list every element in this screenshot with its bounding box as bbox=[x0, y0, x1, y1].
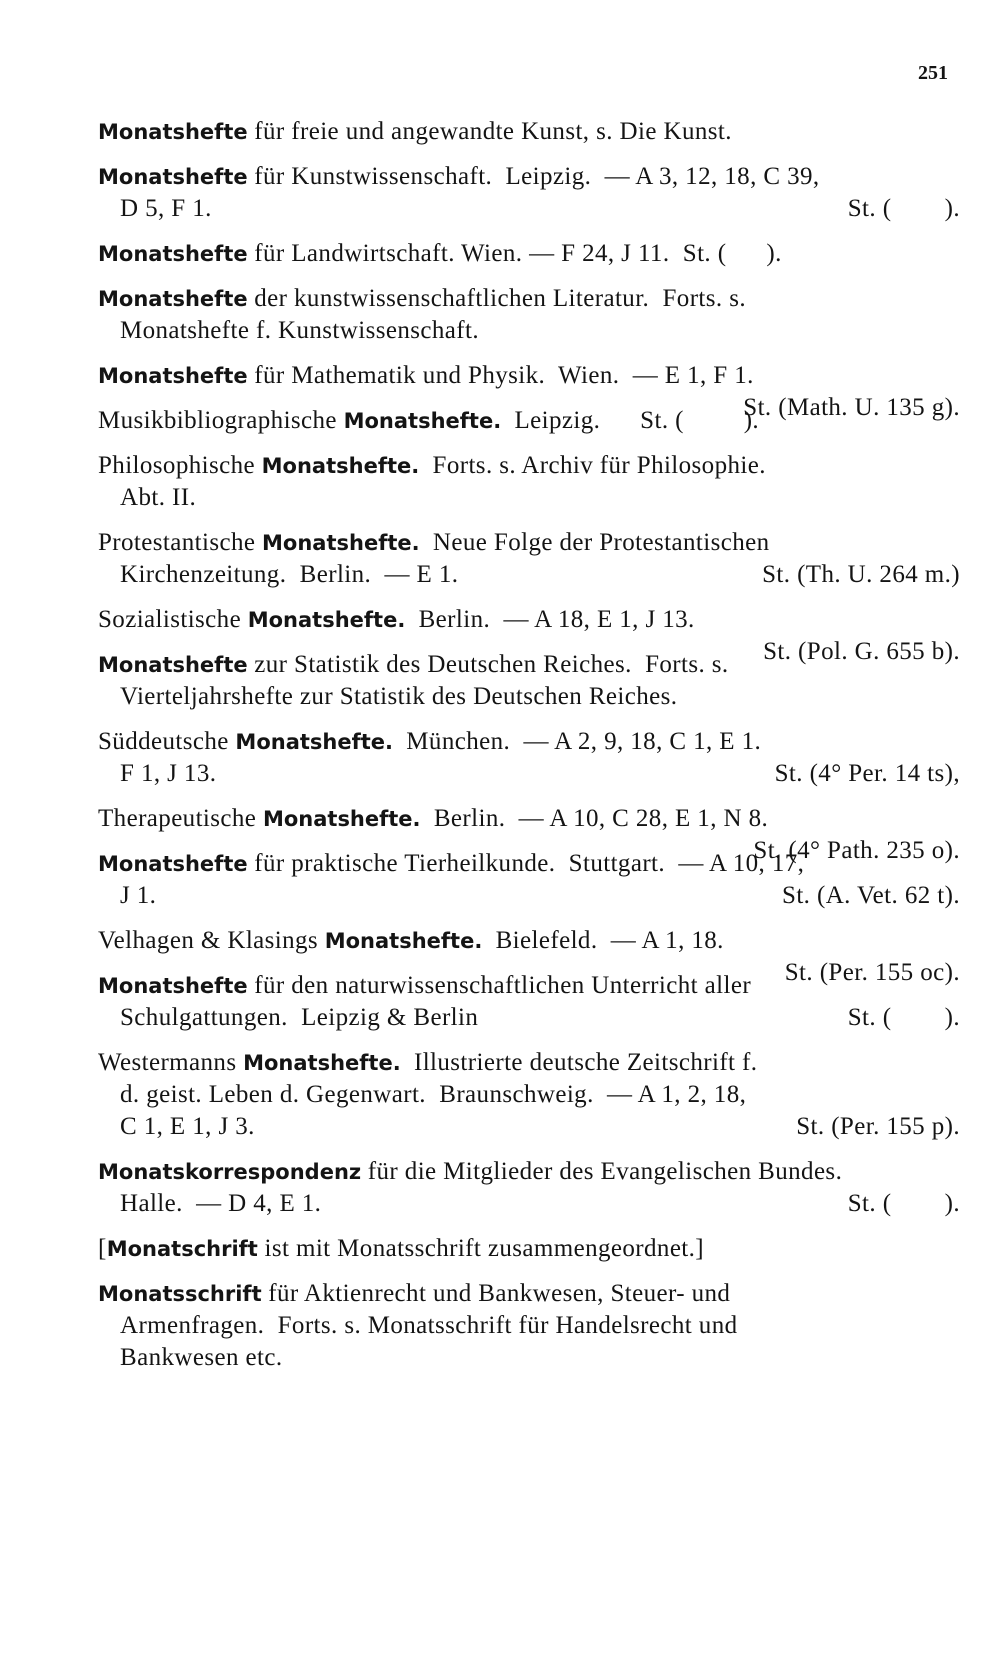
catalog-entry bbox=[98, 238, 960, 270]
entry-text: Berlin. — A 10, C 28, E 1, N 8. bbox=[420, 805, 769, 832]
catalog-entry bbox=[98, 1047, 960, 1143]
catalog-entry bbox=[98, 283, 960, 347]
entry-line-1 bbox=[98, 1156, 960, 1188]
entry-continuation-text: Schulgattungen. Leipzig & Berlin bbox=[120, 1004, 479, 1031]
shelfmark: St. ( ). bbox=[847, 1190, 960, 1217]
entry-heading: Monatshefte bbox=[98, 287, 248, 311]
shelfmark: St. (Per. 155 oc). bbox=[784, 959, 960, 986]
page-number: 251 bbox=[918, 62, 948, 84]
entry-continuation-text: C 1, E 1, J 3. bbox=[120, 1113, 255, 1140]
entry-prefix: [ bbox=[98, 1235, 107, 1262]
catalog-entry bbox=[98, 1278, 960, 1374]
entry-prefix: Therapeutische bbox=[98, 805, 263, 832]
entry-heading: Monatskorrespondenz bbox=[98, 1160, 362, 1184]
entry-text: für Mathematik und Physik. Wien. — E 1, F 1. bbox=[247, 362, 754, 389]
catalog-entry bbox=[98, 527, 960, 591]
shelfmark: St. (4° Per. 14 ts), bbox=[774, 760, 960, 787]
entry-continuation-line bbox=[98, 482, 960, 514]
catalog-entry bbox=[98, 161, 960, 225]
entry-list bbox=[98, 116, 960, 1387]
entry-continuation-line bbox=[98, 1310, 960, 1342]
entry-heading: Monatshefte bbox=[98, 165, 248, 189]
entry-continuation-text: D 5, F 1. bbox=[120, 195, 212, 222]
entry-prefix: Protestantische bbox=[98, 529, 263, 556]
catalog-entry bbox=[98, 116, 960, 148]
entry-heading: Monatshefte. bbox=[324, 929, 483, 953]
entry-prefix: Musikbibliographische bbox=[98, 407, 344, 434]
entry-text: für praktische Tierheilkunde. Stuttgart. — A 10, 17, bbox=[247, 850, 805, 877]
entry-text: Leipzig. St. ( ). bbox=[501, 407, 760, 434]
shelfmark: St. (Math. U. 135 g). bbox=[743, 394, 960, 421]
shelfmark: St. (A. Vet. 62 t). bbox=[782, 882, 960, 909]
shelfmark: St. (Th. U. 264 m.) bbox=[762, 561, 960, 588]
entry-heading: Monatshefte bbox=[98, 242, 248, 266]
entry-line-1 bbox=[98, 161, 960, 193]
entry-continuation-text: d. geist. Leben d. Gegenwart. Braunschweig. — A 1, 2, 18, bbox=[120, 1081, 747, 1108]
entry-heading: Monatsschrift bbox=[98, 1282, 262, 1306]
entry-heading: Monatshefte. bbox=[243, 1051, 401, 1075]
entry-heading: Monatshefte bbox=[98, 852, 248, 876]
shelfmark: St. (4° Path. 235 o). bbox=[753, 837, 960, 864]
entry-text: für Kunstwissenschaft. Leipzig. — A 3, 12, 18, C 39, bbox=[247, 163, 820, 190]
entry-heading: Monatschrift bbox=[106, 1237, 258, 1261]
entry-heading: Monatshefte bbox=[98, 120, 248, 144]
entry-text: für Landwirtschaft. Wien. — F 24, J 11. St. ( ). bbox=[247, 240, 782, 267]
entry-heading: Monatshefte. bbox=[262, 807, 421, 831]
entry-text: Illustrierte deutsche Zeitschrift f. bbox=[400, 1049, 758, 1076]
entry-line-1 bbox=[98, 925, 960, 957]
entry-continuation-line bbox=[98, 559, 960, 591]
entry-continuation-text: J 1. bbox=[120, 882, 157, 909]
entry-line-1 bbox=[98, 803, 960, 835]
entry-continuation-text: F 1, J 13. bbox=[120, 760, 217, 787]
entry-continuation-text: Vierteljahrshefte zur Statistik des Deutschen Reiches. bbox=[120, 683, 678, 710]
shelfmark: St. ( ). bbox=[847, 195, 960, 222]
entry-line-1 bbox=[98, 116, 960, 148]
entry-heading: Monatshefte. bbox=[261, 454, 420, 478]
entry-prefix: Westermanns bbox=[98, 1049, 244, 1076]
entry-line-1 bbox=[98, 238, 960, 270]
entry-heading: Monatshefte. bbox=[247, 608, 406, 632]
entry-text: für freie und angewandte Kunst, s. Die Kunst. bbox=[247, 118, 732, 145]
entry-continuation-line bbox=[98, 1111, 960, 1143]
catalog-entry bbox=[98, 1233, 960, 1265]
entry-continuation-line bbox=[98, 1342, 960, 1374]
entry-continuation-line bbox=[98, 1188, 960, 1220]
catalog-entry bbox=[98, 1156, 960, 1220]
entry-text: ist mit Monatsschrift zusammengeordnet.] bbox=[257, 1235, 705, 1262]
shelfmark: St. ( ). bbox=[847, 1004, 960, 1031]
entry-continuation-line bbox=[98, 193, 960, 225]
entry-text: Bielefeld. — A 1, 18. bbox=[482, 927, 724, 954]
entry-line-1 bbox=[98, 1047, 960, 1079]
entry-continuation-line bbox=[98, 1002, 960, 1034]
entry-continuation-line bbox=[98, 880, 960, 912]
entry-prefix: Velhagen & Klasings bbox=[98, 927, 325, 954]
entry-heading: Monatshefte. bbox=[343, 409, 502, 433]
entry-line-1 bbox=[98, 527, 960, 559]
entry-text: Berlin. — A 18, E 1, J 13. bbox=[405, 606, 695, 633]
entry-heading: Monatshefte. bbox=[235, 730, 393, 754]
entry-heading: Monatshefte bbox=[98, 364, 248, 388]
entry-line-1 bbox=[98, 283, 960, 315]
entry-text: für den naturwissenschaftlichen Unterricht aller bbox=[247, 972, 752, 999]
entry-heading: Monatshefte bbox=[98, 653, 248, 677]
entry-continuation-line bbox=[98, 758, 960, 790]
entry-prefix: Philosophische bbox=[98, 452, 262, 479]
entry-prefix: Sozialistische bbox=[98, 606, 248, 633]
catalog-entry bbox=[98, 726, 960, 790]
entry-text: Neue Folge der Protestantischen bbox=[419, 529, 770, 556]
entry-line-1 bbox=[98, 450, 960, 482]
entry-continuation-text: Kirchenzeitung. Berlin. — E 1. bbox=[120, 561, 459, 588]
entry-heading: Monatshefte. bbox=[262, 531, 420, 555]
entry-text: zur Statistik des Deutschen Reiches. Forts. s. bbox=[247, 651, 729, 678]
entry-continuation-text: Monatshefte f. Kunstwissenschaft. bbox=[120, 317, 479, 344]
entry-continuation-text: Abt. II. bbox=[120, 484, 197, 511]
entry-line-1 bbox=[98, 1233, 960, 1265]
entry-heading: Monatshefte bbox=[98, 974, 248, 998]
shelfmark: St. (Pol. G. 655 b). bbox=[763, 638, 960, 665]
catalog-entry bbox=[98, 450, 960, 514]
entry-text: München. — A 2, 9, 18, C 1, E 1. bbox=[393, 728, 762, 755]
entry-text: für Aktienrecht und Bankwesen, Steuer- und bbox=[261, 1280, 731, 1307]
entry-continuation-line bbox=[98, 315, 960, 347]
entry-continuation-line bbox=[98, 681, 960, 713]
entry-prefix: Süddeutsche bbox=[98, 728, 236, 755]
shelfmark: St. (Per. 155 p). bbox=[796, 1113, 960, 1140]
entry-text: Forts. s. Archiv für Philosophie. bbox=[419, 452, 766, 479]
entry-continuation-text: Bankwesen etc. bbox=[120, 1344, 283, 1371]
entry-line-1 bbox=[98, 1278, 960, 1310]
entry-text: der kunstwissenschaftlichen Literatur. Forts. s. bbox=[247, 285, 746, 312]
entry-continuation-text: Halle. — D 4, E 1. bbox=[120, 1190, 322, 1217]
entry-continuation-text: Armenfragen. Forts. s. Monatsschrift für Handelsrecht und bbox=[120, 1312, 738, 1339]
entry-text: für die Mitglieder des Evangelischen Bundes. bbox=[361, 1158, 843, 1185]
entry-line-1 bbox=[98, 726, 960, 758]
entry-line-1 bbox=[98, 604, 960, 636]
entry-line-1 bbox=[98, 360, 960, 392]
entry-continuation-line bbox=[98, 1079, 960, 1111]
